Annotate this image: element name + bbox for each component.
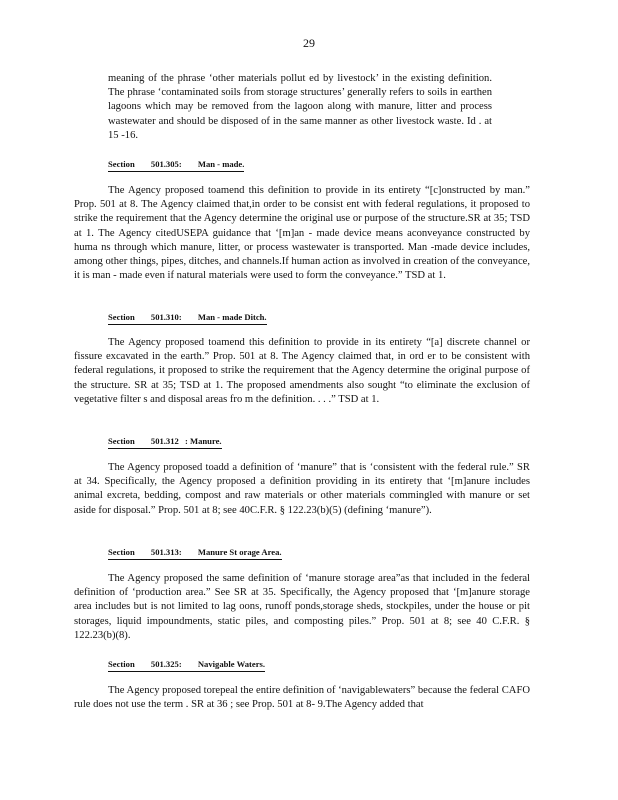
continuation-paragraph: meaning of the phrase ‘other materials pollut ed by livestock’ in the existing definition. The phrase ‘contaminated soils from storage structures’ generally refers to soils in earthen lagoons which may be removed from the lagoon along with manure, litter and process wastewater and should be disposed of in the same manner as other livestock waste. Id . at 15 -16. [108,73,492,141]
section-title: : Manure. [184,436,222,446]
section-body-501-325: The Agency proposed torepeal the entire definition of ‘navigablewaters” because the federal CAFO rule does not use the term . SR at 36 ; see Prop. 501 at 8- 9.The Agency added that [74,685,530,711]
section-number: 501.312 [150,436,179,446]
section-heading-501-310 [108,312,267,325]
section-title: Man - made Ditch. [197,312,267,322]
section-number: 501.313: [150,547,182,557]
section-title: Manure St orage Area. [197,547,282,557]
section-title: Man - made. [197,159,245,169]
section-label: Section [108,547,135,557]
page-number: 29 [303,36,315,50]
section-number: 501.325: [150,659,182,669]
section-number: 501.310: [150,312,182,322]
section-heading-501-325 [108,659,265,672]
section-body-501-312: The Agency proposed toadd a definition of ‘manure” that is ‘consistent with the federal rule.” SR at 34. Specifically, the Agency proposed a definition providing in its entirety that ‘[m]anure includes animal excreta, bedding, compost and raw materials or other materials commingled with manure or set aside for disposal.” Prop. 501 at 8; see 40C.F.R. § 122.23(b)(5) (defining ‘manure”). [74,462,530,516]
section-label: Section [108,312,135,322]
section-heading-501-312 [108,436,222,449]
section-number: 501.305: [150,159,182,169]
section-body-501-313: The Agency proposed the same definition of ‘manure storage area”as that included in the federal definition of ‘production area.” See SR at 35. Specifically, the Agency proposed that ‘[m]anure storage area includes but is not limited to lag oons, runoff ponds,storage sheds, stockpiles, under the house or pit storages, liquid impoundments, static piles, and composting piles.” Prop. 501 at 8; see 40 C.F.R. § 122.23(b)(8). [74,573,530,641]
section-body-501-305: The Agency proposed toamend this definition to provide in its entirety “[c]onstructed by man.” Prop. 501 at 8. The Agency claimed that,in order to be consist ent with federal regulations, it proposed to strike the requirement that the Agency determine the original use or purpose of the structure.SR at 35; TSD at 1. The Agency citedUSEPA guidance that ‘[m]an - made device means aconveyance constructed by huma ns through which manure, litter, or process wastewater is transported. Man -made device includes, among other things, pipes, ditches, and channels.If human action as involved in creation of the conveyance, it is man - made even if natural materials were used to form the conveyance.” TSD at 1. [74,185,530,282]
section-title: Navigable Waters. [197,659,265,669]
section-heading-501-313 [108,547,282,560]
section-label: Section [108,159,135,169]
section-heading-501-305 [108,159,244,172]
section-label: Section [108,659,135,669]
section-body-501-310: The Agency proposed toamend this definition to provide in its entirety “[a] discrete channel or fissure excavated in the earth.” Prop. 501 at 8. The Agency claimed that, in ord er to be consistent with federal regulations, it proposed to strike the requirement that the Agency determine the original purpose of the structure. SR at 35; TSD at 1. The proposed amendments also sought “to eliminate the exclusion of vegetative filter s and disposal areas fro m the definition. . . .” TSD at 1. [74,337,530,405]
section-label: Section [108,436,135,446]
